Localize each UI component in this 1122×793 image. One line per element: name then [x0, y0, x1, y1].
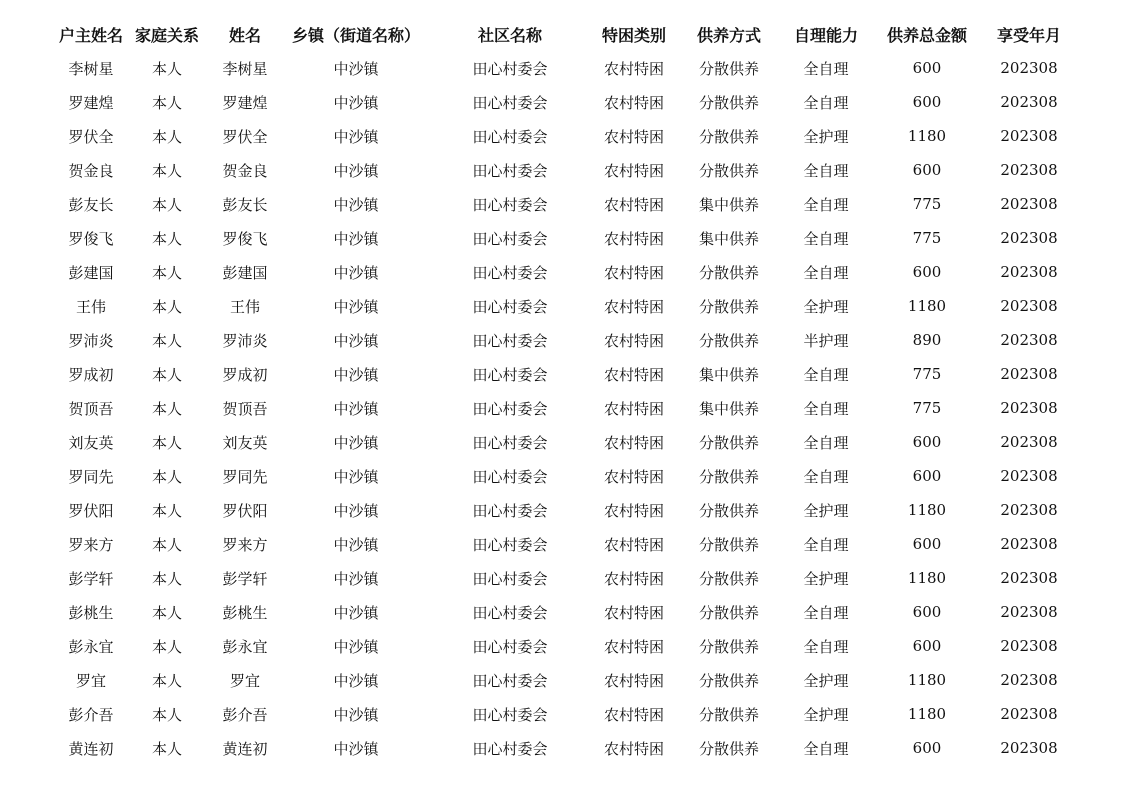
cell-self-care: 全护理	[803, 297, 849, 316]
cell-support-mode: 分散供养	[698, 263, 759, 282]
cell-name: 罗沛炎	[222, 331, 268, 350]
cell-year-month: 202308	[1000, 331, 1058, 349]
cell-town: 中沙镇	[333, 263, 379, 282]
cell-self-care: 全自理	[803, 229, 849, 248]
cell-self-care: 全自理	[803, 399, 849, 418]
cell-support-mode: 集中供养	[698, 195, 759, 214]
cell-total-amount: 1180	[907, 297, 947, 315]
cell-name: 罗来方	[222, 535, 268, 554]
cell-category: 农村特困	[603, 263, 664, 282]
cell-family-relation: 本人	[151, 195, 182, 214]
cell-family-relation: 本人	[151, 535, 182, 554]
cell-support-mode: 集中供养	[698, 399, 759, 418]
cell-year-month: 202308	[1000, 433, 1058, 451]
cell-year-month: 202308	[1000, 569, 1058, 587]
cell-town: 中沙镇	[333, 331, 379, 350]
cell-community: 田心村委会	[472, 603, 548, 622]
cell-community: 田心村委会	[472, 263, 548, 282]
cell-family-relation: 本人	[151, 671, 182, 690]
cell-name: 黄连初	[222, 739, 268, 758]
cell-family-relation: 本人	[151, 739, 182, 758]
cell-total-amount: 600	[912, 433, 942, 451]
cell-name: 罗伏阳	[222, 501, 268, 520]
cell-name: 罗建煌	[222, 93, 268, 112]
cell-family-relation: 本人	[151, 161, 182, 180]
cell-town: 中沙镇	[333, 569, 379, 588]
cell-community: 田心村委会	[472, 365, 548, 384]
table-row	[50, 153, 1070, 187]
cell-householder-name: 罗俊飞	[68, 229, 114, 248]
cell-householder-name: 罗宜	[75, 671, 106, 690]
cell-name: 贺金良	[222, 161, 268, 180]
cell-town: 中沙镇	[333, 467, 379, 486]
cell-name: 罗俊飞	[222, 229, 268, 248]
cell-community: 田心村委会	[472, 195, 548, 214]
cell-year-month: 202308	[1000, 671, 1058, 689]
cell-total-amount: 1180	[907, 501, 947, 519]
cell-total-amount: 775	[912, 399, 942, 417]
cell-name: 彭学轩	[222, 569, 268, 588]
cell-total-amount: 600	[912, 467, 942, 485]
cell-householder-name: 彭桃生	[68, 603, 114, 622]
cell-town: 中沙镇	[333, 297, 379, 316]
cell-category: 农村特困	[603, 569, 664, 588]
cell-community: 田心村委会	[472, 127, 548, 146]
cell-family-relation: 本人	[151, 93, 182, 112]
cell-householder-name: 彭友长	[68, 195, 114, 214]
cell-self-care: 全自理	[803, 467, 849, 486]
cell-self-care: 全自理	[803, 433, 849, 452]
cell-community: 田心村委会	[472, 739, 548, 758]
header-name: 姓名	[228, 25, 261, 45]
cell-family-relation: 本人	[151, 637, 182, 656]
cell-community: 田心村委会	[472, 467, 548, 486]
table-row	[50, 663, 1070, 697]
cell-householder-name: 贺顶吾	[68, 399, 114, 418]
cell-name: 刘友英	[222, 433, 268, 452]
cell-support-mode: 分散供养	[698, 93, 759, 112]
cell-self-care: 全自理	[803, 263, 849, 282]
cell-family-relation: 本人	[151, 263, 182, 282]
cell-year-month: 202308	[1000, 93, 1058, 111]
cell-town: 中沙镇	[333, 399, 379, 418]
cell-name: 彭介吾	[222, 705, 268, 724]
cell-family-relation: 本人	[151, 603, 182, 622]
cell-householder-name: 罗同先	[68, 467, 114, 486]
table-row	[50, 493, 1070, 527]
cell-family-relation: 本人	[151, 331, 182, 350]
cell-householder-name: 罗来方	[68, 535, 114, 554]
cell-total-amount: 600	[912, 739, 942, 757]
cell-householder-name: 黄连初	[68, 739, 114, 758]
cell-self-care: 全自理	[803, 93, 849, 112]
cell-town: 中沙镇	[333, 195, 379, 214]
cell-year-month: 202308	[1000, 467, 1058, 485]
cell-community: 田心村委会	[472, 433, 548, 452]
cell-support-mode: 分散供养	[698, 467, 759, 486]
cell-support-mode: 分散供养	[698, 59, 759, 78]
cell-category: 农村特困	[603, 671, 664, 690]
cell-total-amount: 600	[912, 637, 942, 655]
cell-community: 田心村委会	[472, 93, 548, 112]
cell-support-mode: 分散供养	[698, 161, 759, 180]
cell-support-mode: 分散供养	[698, 671, 759, 690]
cell-category: 农村特困	[603, 399, 664, 418]
cell-self-care: 全自理	[803, 161, 849, 180]
cell-total-amount: 600	[912, 263, 942, 281]
table-row	[50, 289, 1070, 323]
cell-support-mode: 分散供养	[698, 297, 759, 316]
cell-family-relation: 本人	[151, 297, 182, 316]
cell-householder-name: 李树星	[68, 59, 114, 78]
table-row	[50, 391, 1070, 425]
relief-table	[50, 17, 1070, 765]
cell-self-care: 全自理	[803, 195, 849, 214]
cell-category: 农村特困	[603, 433, 664, 452]
cell-householder-name: 彭永宜	[68, 637, 114, 656]
cell-self-care: 全护理	[803, 501, 849, 520]
cell-town: 中沙镇	[333, 501, 379, 520]
cell-community: 田心村委会	[472, 637, 548, 656]
cell-name: 贺顶吾	[222, 399, 268, 418]
cell-year-month: 202308	[1000, 705, 1058, 723]
cell-total-amount: 1180	[907, 569, 947, 587]
cell-support-mode: 分散供养	[698, 637, 759, 656]
cell-total-amount: 600	[912, 535, 942, 553]
table-row	[50, 561, 1070, 595]
cell-community: 田心村委会	[472, 501, 548, 520]
cell-householder-name: 罗建煌	[68, 93, 114, 112]
cell-category: 农村特困	[603, 59, 664, 78]
cell-year-month: 202308	[1000, 501, 1058, 519]
cell-year-month: 202308	[1000, 739, 1058, 757]
cell-year-month: 202308	[1000, 603, 1058, 621]
document-sheet	[50, 17, 1070, 765]
cell-category: 农村特困	[603, 467, 664, 486]
cell-support-mode: 分散供养	[698, 535, 759, 554]
cell-self-care: 全护理	[803, 705, 849, 724]
cell-town: 中沙镇	[333, 739, 379, 758]
cell-town: 中沙镇	[333, 93, 379, 112]
cell-year-month: 202308	[1000, 59, 1058, 77]
cell-total-amount: 600	[912, 161, 942, 179]
table-row	[50, 425, 1070, 459]
cell-support-mode: 分散供养	[698, 603, 759, 622]
cell-support-mode: 分散供养	[698, 331, 759, 350]
header-family-relation: 家庭关系	[134, 25, 199, 45]
cell-name: 王伟	[229, 297, 260, 316]
cell-category: 农村特困	[603, 93, 664, 112]
table-row	[50, 85, 1070, 119]
cell-town: 中沙镇	[333, 365, 379, 384]
cell-name: 彭友长	[222, 195, 268, 214]
table-row	[50, 221, 1070, 255]
cell-support-mode: 分散供养	[698, 569, 759, 588]
cell-category: 农村特困	[603, 195, 664, 214]
cell-total-amount: 600	[912, 603, 942, 621]
cell-town: 中沙镇	[333, 127, 379, 146]
cell-family-relation: 本人	[151, 501, 182, 520]
cell-community: 田心村委会	[472, 59, 548, 78]
cell-year-month: 202308	[1000, 637, 1058, 655]
cell-town: 中沙镇	[333, 433, 379, 452]
cell-year-month: 202308	[1000, 127, 1058, 145]
table-row	[50, 51, 1070, 85]
cell-self-care: 全护理	[803, 127, 849, 146]
cell-year-month: 202308	[1000, 229, 1058, 247]
table-row	[50, 731, 1070, 765]
cell-year-month: 202308	[1000, 535, 1058, 553]
table-row	[50, 255, 1070, 289]
cell-total-amount: 890	[912, 331, 942, 349]
cell-self-care: 全自理	[803, 59, 849, 78]
table-row	[50, 527, 1070, 561]
cell-total-amount: 1180	[907, 127, 947, 145]
cell-category: 农村特困	[603, 739, 664, 758]
cell-family-relation: 本人	[151, 467, 182, 486]
cell-family-relation: 本人	[151, 365, 182, 384]
cell-total-amount: 1180	[907, 705, 947, 723]
cell-householder-name: 刘友英	[68, 433, 114, 452]
table-row	[50, 629, 1070, 663]
cell-name: 彭建国	[222, 263, 268, 282]
header-community: 社区名称	[477, 25, 542, 45]
cell-family-relation: 本人	[151, 127, 182, 146]
table-row	[50, 459, 1070, 493]
cell-name: 彭永宜	[222, 637, 268, 656]
cell-support-mode: 分散供养	[698, 127, 759, 146]
cell-self-care: 全自理	[803, 365, 849, 384]
table-row	[50, 595, 1070, 629]
cell-community: 田心村委会	[472, 671, 548, 690]
cell-support-mode: 分散供养	[698, 501, 759, 520]
cell-year-month: 202308	[1000, 365, 1058, 383]
cell-community: 田心村委会	[472, 161, 548, 180]
cell-category: 农村特困	[603, 535, 664, 554]
cell-community: 田心村委会	[472, 569, 548, 588]
cell-name: 罗宜	[229, 671, 260, 690]
cell-category: 农村特困	[603, 331, 664, 350]
cell-total-amount: 775	[912, 229, 942, 247]
cell-town: 中沙镇	[333, 705, 379, 724]
cell-householder-name: 彭建国	[68, 263, 114, 282]
header-total-amount: 供养总金额	[886, 25, 967, 45]
header-row	[50, 17, 1070, 51]
cell-community: 田心村委会	[472, 331, 548, 350]
cell-category: 农村特困	[603, 501, 664, 520]
cell-support-mode: 分散供养	[698, 705, 759, 724]
cell-community: 田心村委会	[472, 535, 548, 554]
cell-self-care: 半护理	[803, 331, 849, 350]
cell-householder-name: 彭学轩	[68, 569, 114, 588]
header-householder-name: 户主姓名	[58, 25, 123, 45]
cell-category: 农村特困	[603, 161, 664, 180]
cell-category: 农村特困	[603, 637, 664, 656]
cell-category: 农村特困	[603, 229, 664, 248]
cell-name: 罗伏全	[222, 127, 268, 146]
cell-town: 中沙镇	[333, 59, 379, 78]
cell-support-mode: 分散供养	[698, 433, 759, 452]
cell-town: 中沙镇	[333, 535, 379, 554]
cell-town: 中沙镇	[333, 161, 379, 180]
cell-self-care: 全自理	[803, 535, 849, 554]
cell-self-care: 全自理	[803, 637, 849, 656]
cell-self-care: 全自理	[803, 739, 849, 758]
cell-name: 李树星	[222, 59, 268, 78]
cell-town: 中沙镇	[333, 637, 379, 656]
cell-support-mode: 集中供养	[698, 365, 759, 384]
table-row	[50, 119, 1070, 153]
cell-family-relation: 本人	[151, 59, 182, 78]
cell-category: 农村特困	[603, 365, 664, 384]
cell-community: 田心村委会	[472, 297, 548, 316]
cell-total-amount: 775	[912, 365, 942, 383]
cell-total-amount: 600	[912, 93, 942, 111]
cell-name: 罗成初	[222, 365, 268, 384]
cell-year-month: 202308	[1000, 263, 1058, 281]
cell-self-care: 全护理	[803, 671, 849, 690]
table-row	[50, 357, 1070, 391]
header-town: 乡镇（街道名称）	[291, 25, 420, 45]
cell-town: 中沙镇	[333, 229, 379, 248]
cell-total-amount: 775	[912, 195, 942, 213]
header-self-care: 自理能力	[793, 25, 858, 45]
table-body	[50, 51, 1070, 765]
table-row	[50, 697, 1070, 731]
cell-community: 田心村委会	[472, 705, 548, 724]
header-category: 特困类别	[601, 25, 666, 45]
cell-family-relation: 本人	[151, 569, 182, 588]
cell-category: 农村特困	[603, 127, 664, 146]
cell-support-mode: 集中供养	[698, 229, 759, 248]
cell-householder-name: 贺金良	[68, 161, 114, 180]
cell-name: 罗同先	[222, 467, 268, 486]
cell-householder-name: 彭介吾	[68, 705, 114, 724]
cell-community: 田心村委会	[472, 399, 548, 418]
header-support-mode: 供养方式	[696, 25, 761, 45]
cell-total-amount: 600	[912, 59, 942, 77]
cell-family-relation: 本人	[151, 399, 182, 418]
cell-family-relation: 本人	[151, 229, 182, 248]
cell-category: 农村特困	[603, 705, 664, 724]
cell-year-month: 202308	[1000, 195, 1058, 213]
cell-self-care: 全自理	[803, 603, 849, 622]
cell-family-relation: 本人	[151, 705, 182, 724]
cell-support-mode: 分散供养	[698, 739, 759, 758]
header-year-month: 享受年月	[996, 25, 1061, 45]
table-row	[50, 187, 1070, 221]
cell-category: 农村特困	[603, 603, 664, 622]
cell-self-care: 全护理	[803, 569, 849, 588]
cell-householder-name: 罗伏全	[68, 127, 114, 146]
cell-total-amount: 1180	[907, 671, 947, 689]
cell-community: 田心村委会	[472, 229, 548, 248]
table-row	[50, 323, 1070, 357]
cell-category: 农村特困	[603, 297, 664, 316]
cell-year-month: 202308	[1000, 297, 1058, 315]
cell-year-month: 202308	[1000, 399, 1058, 417]
cell-householder-name: 王伟	[75, 297, 106, 316]
cell-town: 中沙镇	[333, 671, 379, 690]
cell-town: 中沙镇	[333, 603, 379, 622]
cell-householder-name: 罗成初	[68, 365, 114, 384]
cell-family-relation: 本人	[151, 433, 182, 452]
cell-name: 彭桃生	[222, 603, 268, 622]
cell-year-month: 202308	[1000, 161, 1058, 179]
cell-householder-name: 罗伏阳	[68, 501, 114, 520]
cell-householder-name: 罗沛炎	[68, 331, 114, 350]
